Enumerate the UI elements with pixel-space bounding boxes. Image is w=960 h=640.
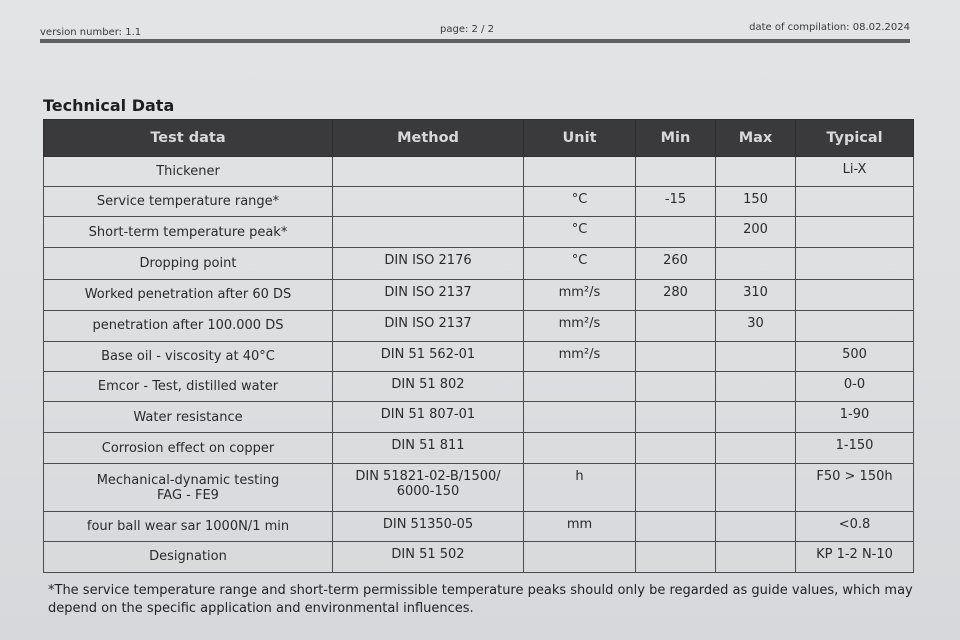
cell-test: Base oil - viscosity at 40°C xyxy=(44,341,333,371)
table-row xyxy=(44,187,914,217)
table-row xyxy=(44,248,914,279)
cell-unit xyxy=(524,371,636,401)
cell-test: Water resistance xyxy=(44,402,333,433)
cell-unit: mm²/s xyxy=(524,310,636,341)
table-row xyxy=(44,279,914,310)
cell-test: four ball wear sar 1000N/1 min xyxy=(44,511,333,541)
table-row xyxy=(44,217,914,248)
cell-test: Mechanical-dynamic testing FAG - FE9 xyxy=(44,464,333,511)
cell-method: DIN 51 807-01 xyxy=(333,402,524,433)
cell-unit: h xyxy=(524,464,636,511)
table-header-row xyxy=(44,120,914,157)
cell-max: 200 xyxy=(716,217,796,248)
cell-typical: 0-0 xyxy=(796,371,914,401)
table-row xyxy=(44,541,914,572)
column-header-min: Min xyxy=(636,120,716,157)
cell-test: Service temperature range* xyxy=(44,187,333,217)
cell-unit: °C xyxy=(524,187,636,217)
table-row xyxy=(44,371,914,401)
cell-test: Dropping point xyxy=(44,248,333,279)
cell-method xyxy=(333,217,524,248)
cell-min xyxy=(636,310,716,341)
cell-unit: mm²/s xyxy=(524,279,636,310)
cell-max: 30 xyxy=(716,310,796,341)
cell-typical: 1-90 xyxy=(796,402,914,433)
cell-max xyxy=(716,511,796,541)
footnote: *The service temperature range and short-term permissible temperature peaks should only be regarded as guide values, which may depend on the specific application and environmental influences. xyxy=(48,583,913,616)
cell-max xyxy=(716,248,796,279)
cell-min xyxy=(636,433,716,464)
table-row xyxy=(44,310,914,341)
cell-min xyxy=(636,341,716,371)
cell-max xyxy=(716,341,796,371)
cell-min xyxy=(636,157,716,187)
section-title: Technical Data xyxy=(43,96,175,115)
table-row xyxy=(44,402,914,433)
cell-min xyxy=(636,371,716,401)
cell-typical: Li-X xyxy=(796,157,914,187)
cell-max xyxy=(716,371,796,401)
table-row xyxy=(44,433,914,464)
cell-typical: 1-150 xyxy=(796,433,914,464)
cell-unit: °C xyxy=(524,248,636,279)
column-header-test-data: Test data xyxy=(44,120,333,157)
cell-min xyxy=(636,402,716,433)
cell-unit: mm xyxy=(524,511,636,541)
cell-typical xyxy=(796,187,914,217)
cell-min xyxy=(636,464,716,511)
cell-max xyxy=(716,402,796,433)
cell-test: Short-term temperature peak* xyxy=(44,217,333,248)
column-header-method: Method xyxy=(333,120,524,157)
technical-data-table xyxy=(43,119,914,573)
cell-max xyxy=(716,541,796,572)
cell-unit: mm²/s xyxy=(524,341,636,371)
cell-max: 150 xyxy=(716,187,796,217)
cell-typical: 500 xyxy=(796,341,914,371)
cell-max: 310 xyxy=(716,279,796,310)
cell-typical: KP 1-2 N-10 xyxy=(796,541,914,572)
cell-typical xyxy=(796,217,914,248)
cell-method xyxy=(333,157,524,187)
page-number: page: 2 / 2 xyxy=(440,24,494,35)
cell-typical xyxy=(796,310,914,341)
cell-unit xyxy=(524,157,636,187)
cell-method: DIN 51821-02-B/1500/ 6000-150 xyxy=(333,464,524,511)
version-number: version number: 1.1 xyxy=(40,27,142,38)
cell-method xyxy=(333,187,524,217)
cell-min: -15 xyxy=(636,187,716,217)
cell-method: DIN ISO 2137 xyxy=(333,279,524,310)
cell-method: DIN 51 811 xyxy=(333,433,524,464)
table-row xyxy=(44,511,914,541)
cell-method: DIN 51 802 xyxy=(333,371,524,401)
cell-method: DIN 51350-05 xyxy=(333,511,524,541)
cell-test: Emcor - Test, distilled water xyxy=(44,371,333,401)
cell-min xyxy=(636,511,716,541)
cell-test: Thickener xyxy=(44,157,333,187)
cell-unit: °C xyxy=(524,217,636,248)
table-row xyxy=(44,157,914,187)
column-header-unit: Unit xyxy=(524,120,636,157)
cell-typical xyxy=(796,248,914,279)
compilation-date: date of compilation: 08.02.2024 xyxy=(749,22,910,33)
cell-test: Corrosion effect on copper xyxy=(44,433,333,464)
cell-min xyxy=(636,541,716,572)
cell-min: 280 xyxy=(636,279,716,310)
table-row xyxy=(44,464,914,511)
cell-max xyxy=(716,464,796,511)
cell-method: DIN 51 562-01 xyxy=(333,341,524,371)
cell-method: DIN ISO 2137 xyxy=(333,310,524,341)
cell-test: penetration after 100.000 DS xyxy=(44,310,333,341)
header-rule xyxy=(40,39,910,43)
cell-method: DIN 51 502 xyxy=(333,541,524,572)
table-row xyxy=(44,341,914,371)
column-header-typical: Typical xyxy=(796,120,914,157)
cell-max xyxy=(716,433,796,464)
column-header-max: Max xyxy=(716,120,796,157)
cell-max xyxy=(716,157,796,187)
cell-typical: F50 > 150h xyxy=(796,464,914,511)
cell-typical: <0.8 xyxy=(796,511,914,541)
cell-unit xyxy=(524,433,636,464)
cell-min xyxy=(636,217,716,248)
cell-min: 260 xyxy=(636,248,716,279)
cell-test: Designation xyxy=(44,541,333,572)
cell-method: DIN ISO 2176 xyxy=(333,248,524,279)
cell-typical xyxy=(796,279,914,310)
cell-unit xyxy=(524,541,636,572)
cell-unit xyxy=(524,402,636,433)
cell-test: Worked penetration after 60 DS xyxy=(44,279,333,310)
